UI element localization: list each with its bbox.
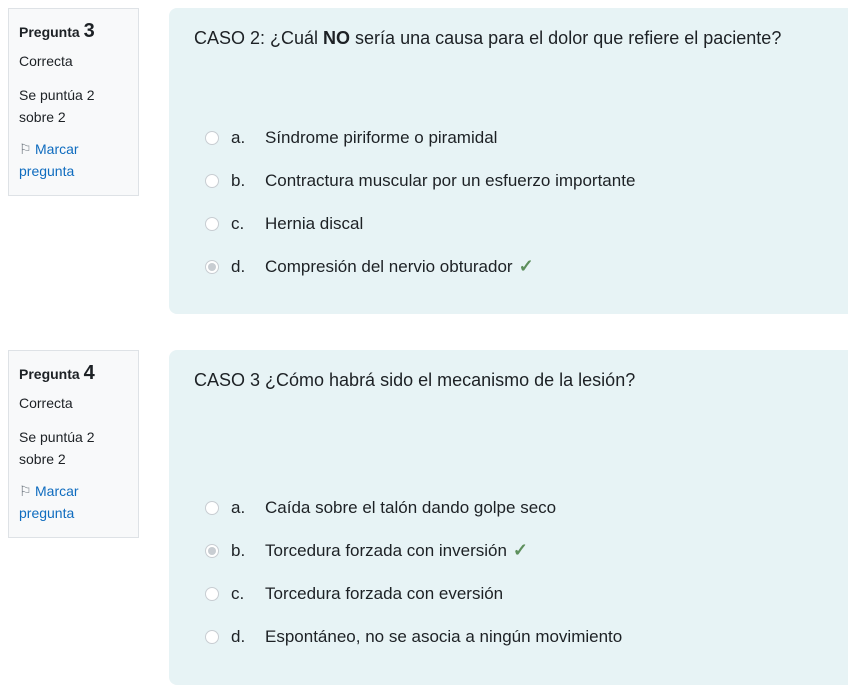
radio-icon[interactable] <box>205 174 219 188</box>
answer-option-b[interactable] <box>205 159 635 202</box>
radio-icon[interactable] <box>205 544 219 558</box>
answer-text: Compresión del nervio obturador <box>265 256 513 276</box>
question-info <box>8 350 139 538</box>
question-text-prefix: CASO 2: ¿Cuál <box>194 28 324 48</box>
question-info <box>8 8 139 196</box>
question-label: Pregunta <box>19 24 80 40</box>
flag-question-link[interactable] <box>19 138 128 182</box>
grade-line-1: Se puntúa 2 <box>19 87 95 103</box>
answer-option-a[interactable] <box>205 116 635 159</box>
question-number <box>19 19 128 44</box>
flag-label-1: Marcar <box>35 141 79 157</box>
answer-text: Contractura muscular por un esfuerzo importante <box>265 170 636 190</box>
flag-question-link[interactable] <box>19 480 128 524</box>
radio-icon[interactable] <box>205 630 219 644</box>
answer-letter: c. <box>231 213 245 233</box>
flag-label-2: pregunta <box>19 505 75 521</box>
question-text-suffix: sería una causa para el dolor que refiere el paciente? <box>350 28 782 48</box>
answer-option-d[interactable] <box>205 245 635 288</box>
question-number-value: 4 <box>83 362 95 384</box>
question-3 <box>0 0 848 330</box>
question-number-value: 3 <box>83 20 95 42</box>
question-text-bold: NO <box>323 28 351 48</box>
radio-icon[interactable] <box>205 587 219 601</box>
question-4 <box>0 342 848 699</box>
answer-option-a[interactable] <box>205 486 622 529</box>
answer-text: Torcedura forzada con eversión <box>265 583 504 603</box>
radio-icon[interactable] <box>205 217 219 231</box>
answer-option-c[interactable] <box>205 572 622 615</box>
check-icon: ✓ <box>518 256 534 276</box>
question-grade <box>19 426 128 470</box>
answer-letter: b. <box>231 170 246 190</box>
answer-option-c[interactable] <box>205 202 635 245</box>
answer-letter: d. <box>231 626 246 646</box>
grade-line-1: Se puntúa 2 <box>19 429 95 445</box>
answer-text: Hernia discal <box>265 213 364 233</box>
answer-text: Síndrome piriforme o piramidal <box>265 127 498 147</box>
question-number <box>19 361 128 386</box>
question-label: Pregunta <box>19 366 80 382</box>
question-state: Correcta <box>19 395 73 411</box>
answer-letter: a. <box>231 127 246 147</box>
answer-text: Espontáneo, no se asocia a ningún movimiento <box>265 626 623 646</box>
radio-icon[interactable] <box>205 131 219 145</box>
radio-icon[interactable] <box>205 260 219 274</box>
check-icon: ✓ <box>512 540 529 560</box>
grade-line-2: sobre 2 <box>19 109 66 125</box>
flag-label-1: Marcar <box>35 483 79 499</box>
flag-icon: ⚐ <box>19 141 32 157</box>
answer-letter: b. <box>231 540 246 560</box>
question-text: CASO 3 ¿Cómo habrá sido el mecanismo de la lesión? <box>194 370 636 390</box>
flag-label-2: pregunta <box>19 163 75 179</box>
answer-text: Caída sobre el talón dando golpe seco <box>265 497 557 517</box>
answer-option-d[interactable] <box>205 615 622 658</box>
answer-list <box>205 486 622 658</box>
flag-icon: ⚐ <box>19 483 32 499</box>
grade-line-2: sobre 2 <box>19 451 66 467</box>
answer-letter: a. <box>231 497 246 517</box>
answer-option-b[interactable] <box>205 529 622 572</box>
answer-letter: d. <box>231 256 246 276</box>
answer-text: Torcedura forzada con inversión <box>265 540 507 560</box>
question-text <box>194 26 848 50</box>
question-grade <box>19 84 128 128</box>
radio-icon[interactable] <box>205 501 219 515</box>
answer-letter: c. <box>231 583 245 603</box>
question-state: Correcta <box>19 53 73 69</box>
answer-list <box>205 116 635 288</box>
